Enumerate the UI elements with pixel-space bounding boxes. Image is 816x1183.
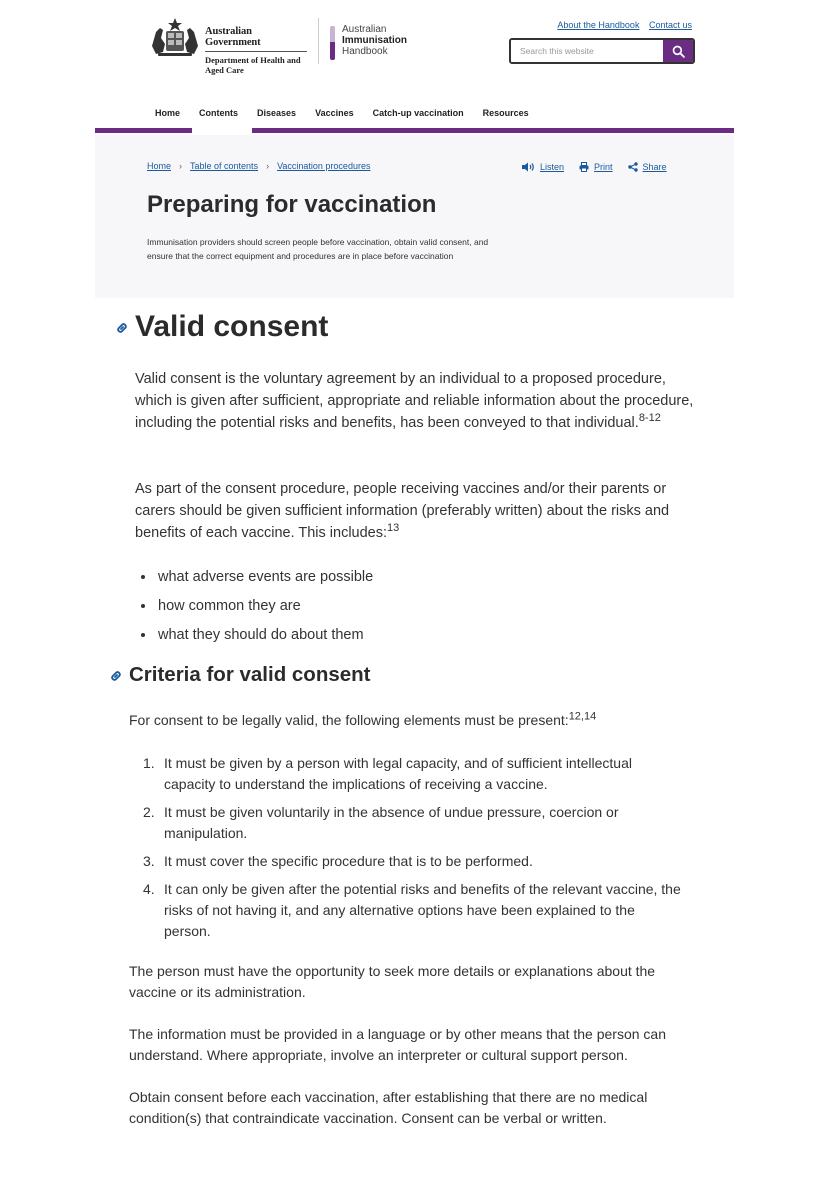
list-item: 2. It must be given voluntarily in the absence of undue pressure, coercion or manipulation.: [143, 804, 619, 841]
breadcrumb: [147, 161, 370, 171]
criteria-intro: For consent to be legally valid, the following elements must be present:$^{12,14}$: [129, 710, 597, 728]
nav-item-contents[interactable]: Contents: [199, 108, 239, 118]
opportunity-paragraph: The person must have the opportunity to seek more details or explanations about the vaccine or its administration.: [129, 963, 656, 1000]
australian-government-logo[interactable]: [148, 16, 308, 75]
print-button[interactable]: [579, 162, 613, 172]
language-paragraph: The information must be provided in a language or by other means that the person can understand. Where appropriate, involve an interpreter or cultural support person.: [129, 1026, 666, 1063]
handbook-wordmark: [342, 24, 407, 57]
list-item: 3. It must cover the specific procedure that is to be performed.: [143, 853, 533, 869]
consent-procedure-paragraph: As part of the consent procedure, people receiving vaccines and/or their parents or carers should be given sufficient information (preferably written) about the risks and benefits of each vaccine. This includes:$^{13}$: [135, 481, 670, 541]
handbook-line-2: Immunisation: [342, 35, 408, 46]
breadcrumb-table-of-contents[interactable]: Table of contents: [190, 161, 259, 171]
printer-icon: [579, 162, 589, 172]
breadcrumb-home[interactable]: Home: [147, 161, 172, 171]
reference-superscript[interactable]: 12,14: [568, 710, 597, 723]
nav-item-diseases[interactable]: Diseases: [257, 108, 297, 118]
nav-item-catch-up-vaccination[interactable]: Catch-up vaccination: [372, 108, 464, 118]
chevron-right-icon: ›: [179, 161, 183, 171]
share-icon: [628, 162, 638, 172]
search-button[interactable]: [663, 40, 693, 62]
link-icon[interactable]: [109, 669, 123, 688]
breadcrumb-vaccination-procedures[interactable]: Vaccination procedures: [277, 161, 371, 171]
department-name: Department of Health and Aged Care: [205, 55, 301, 75]
section-heading-valid-consent: Valid consent: [135, 310, 329, 343]
logo-divider: [318, 18, 319, 64]
government-title: Australian Government: [205, 26, 261, 48]
coat-of-arms-icon: [148, 16, 202, 58]
page-description: Immunisation providers should screen people before vaccination, obtain valid consent, and ensure that the correct equipment and procedures are in place before vaccination: [147, 237, 489, 261]
nav-item-home[interactable]: Home: [155, 108, 181, 118]
link-icon[interactable]: [115, 321, 129, 340]
list-item: • how common they are: [156, 595, 373, 624]
share-button[interactable]: [628, 162, 667, 172]
chevron-right-icon: ›: [266, 161, 270, 171]
reference-superscript[interactable]: 13: [387, 522, 400, 535]
section-heading-criteria-for-valid-consent: Criteria for valid consent: [129, 663, 371, 686]
nav-item-vaccines[interactable]: Vaccines: [315, 108, 354, 118]
list-item: • what they should do about them: [156, 624, 373, 653]
page-header: [95, 135, 734, 298]
list-item: 4. It can only be given after the potential risks and benefits of the relevant vaccine, the risks of not having it, and any alternative options have been explained to the person.: [143, 881, 681, 939]
contact-us-link[interactable]: Contact us: [648, 20, 692, 30]
search-input[interactable]: [511, 40, 665, 62]
page-title: Preparing for vaccination: [147, 191, 437, 218]
wordmark-divider: [205, 51, 307, 52]
nav-underline: [95, 128, 192, 133]
valid-consent-definition: Valid consent is the voluntary agreement by an individual to a proposed procedure, which is given after sufficient, appropriate and reliable information about the procedure, including the potential risks and benefits, has been conveyed to that individual.$^{8-12}$: [135, 371, 694, 431]
utility-links: [550, 20, 692, 30]
about-handbook-link[interactable]: About the Handbook: [557, 20, 640, 30]
listen-button[interactable]: [522, 162, 564, 172]
page-actions: [522, 162, 682, 172]
search-icon: [672, 45, 685, 58]
nav-item-resources[interactable]: Resources: [482, 108, 529, 118]
reference-superscript[interactable]: 8-12: [638, 412, 661, 425]
list-item: • what adverse events are possible: [156, 566, 373, 595]
share-label: Share: [642, 162, 667, 172]
speaker-icon: [522, 162, 535, 172]
obtain-consent-paragraph: Obtain consent before each vaccination, after establishing that there are no medical condition(s) that contraindicate vaccination. Consent can be verbal or written.: [129, 1089, 648, 1126]
search-form: [509, 38, 695, 64]
listen-label: Listen: [540, 162, 565, 172]
criteria-list: [141, 753, 681, 949]
handbook-line-1: Australian: [342, 24, 387, 35]
handbook-line-3: Handbook: [342, 46, 388, 57]
handbook-logo-mark: [330, 26, 335, 60]
print-label: Print: [594, 162, 613, 172]
government-wordmark: [205, 26, 308, 75]
nav-underline: [252, 128, 734, 133]
consent-information-list: [156, 566, 373, 653]
list-item: 1. It must be given by a person with legal capacity, and of sufficient intellectual capacity to understand the implications of receiving a vaccine.: [143, 755, 632, 792]
main-navigation: [95, 98, 734, 134]
